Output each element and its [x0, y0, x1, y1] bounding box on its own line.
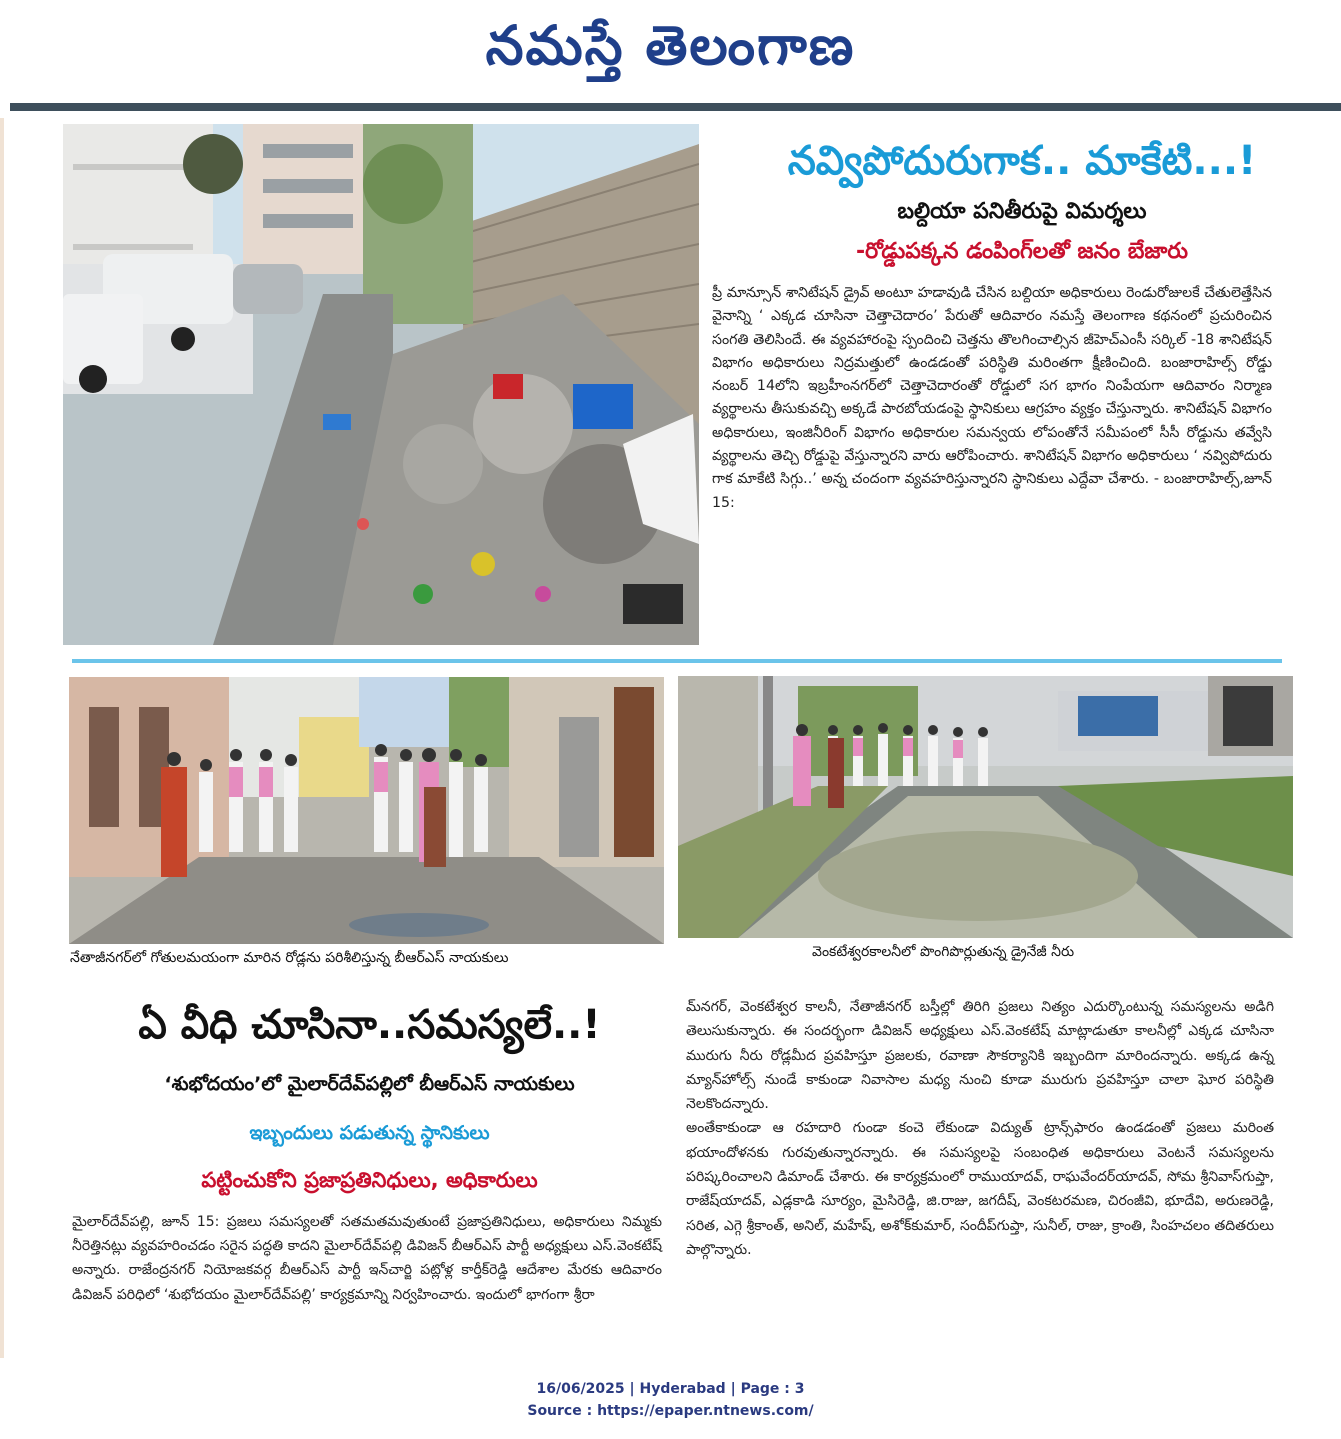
photo-drainage-overflow: [678, 676, 1293, 938]
masthead: [0, 0, 1341, 100]
story2-subhead-blue: ఇబ్బందులు పడుతున్న స్థానికులు: [249, 1122, 490, 1144]
story2-headline: ఏ వీధి చూసినా..సమస్యలే..!: [138, 1002, 601, 1048]
footer-date-line: 16/06/2025 | Hyderabad | Page : 3: [536, 1381, 805, 1397]
photo-garbage-road: [63, 124, 699, 645]
section-divider: [72, 659, 1282, 663]
story1-body: [712, 282, 1272, 515]
story1-subhead-red: -రోడ్డుపక్కన డంపింగ్‌లతో జనం బేజారు: [855, 239, 1189, 264]
masthead-rule: [10, 103, 1341, 111]
story2-body-right: [686, 995, 1274, 1262]
story2-body-right-p2: అంతేకాకుండా ఆ రహదారి గుండా కంచె లేకుండా విద్యుత్ ట్రాన్స్‌ఫారం ఉండడంతో ప్రజలు మరింత భయాందోళనకు గురవుతున్నారన్నారు. ఈ సమస్యలపై సంబంధిత అధికారులు వెంటనే సమస్యలను పరిష్కరించాలని డిమాండ్ చేశారు. ఈ కార్యక్రమంలో రాముయాదవ్, రాఘవేందర్‌యాదవ్, సోమ శ్రీనివాస్‌గుప్తా, రాజేష్‌యాదవ్, ఎడ్లకాడి సూర్యం, మైసిరెడ్డి, జి.రాజు, జగదీష్, వెంకటరమణ, చిరంజీవి, భూదేవి, అరుణరెడ్డి, సరిత, ఎగ్గె శ్రీకాంత్, అనిల్, మహేష్, అశోక్‌కుమార్, సందీప్‌గుప్తా, సునీల్, రాజు, క్రాంతి, సింహచలం తదితరులు పాల్గొన్నారు.: [686, 1120, 1274, 1258]
story1-header: [712, 130, 1332, 272]
story1-body-text: ప్రీ మాన్సూన్ శానిటేషన్ డ్రైవ్ అంటూ హడావుడి చేసిన బల్దియా అధికారులు రెండురోజులకే చేతులెత్తేసిన వైనాన్ని ‘ ఎక్కడ చూసినా చెత్తాచెదారం’ పేరుతో ఆదివారం నమస్తే తెలంగాణ కథనంలో ప్రచురించిన సంగతి తెలిసిందే. ఈ వ్యవహారంపై స్పందించి చెత్తను తొలగించాల్సిన జీహెచ్ఎంసీ సర్కిల్ -18 శానిటేషన్ విభాగం అధికారులు నిద్రమత్తులో ఉండడంతో పరిస్థితి మరింతగా క్షీణించింది. బంజారాహిల్స్ రోడ్డు నంబర్ 14లోని ఇబ్రహీంనగర్‌లో చెత్తాచెదారంతో రోడ్డులో సగ భాగం నింపేయగా ఆదివారం నిర్మాణ వ్యర్థాలను తీసుకువచ్చి అక్కడే పారబోయడంపై స్థానికులు ఆగ్రహం వ్యక్తం చేస్తున్నారు. శానిటేషన్ విభాగం అధికారులు, ఇంజినీరింగ్ విభాగం అధికారుల సమన్వయ లోపంతోనే సమీపంలో సీసీ రోడ్డును తవ్వేసి వ్యర్థాలను తెచ్చి రోడ్డుపై వేస్తున్నారని వారు ఆరోపించారు. శానిటేషన్ విభాగం అధికారులు ‘ నవ్విపోదురు గాక మాకేటి సిగ్గు..’ అన్న చందంగా వ్యవహరిస్తున్నారని స్థానికులు ఎద్దేవా చేశారు. - బంజారాహిల్స్,జూన్ 15:: [712, 285, 1272, 511]
story2-subhead-red: పట్టించుకోని ప్రజాప్రతినిధులు, అధికారులు: [201, 1168, 538, 1192]
story2-subhead: ‘శుభోదయం’లో మైలార్‌దేవ్‌పల్లిలో బీఆర్ఎస్ నాయకులు: [164, 1073, 575, 1095]
caption-left-photo: నేతాజీనగర్‌లో గోతులమయంగా మారిన రోడ్లను పరిశీలిస్తున్న బీఆర్ఎస్ నాయకులు: [70, 950, 509, 966]
story2-body-left: మైలార్‌దేవ్‌పల్లి, జూన్ 15: ప్రజలు సమస్యలతో సతమతమవుతుంటే ప్రజాప్రతినిధులు, అధికారులు నిమ్మకు నీరెత్తినట్లు వ్యవహరించడం సరైన పద్ధతి కాదని మైలార్‌దేవ్‌పల్లి డివిజన్ బీఆర్ఎస్ పార్టీ అధ్యక్షులు ఎస్.వెంకటేష్ అన్నారు. రాజేంద్రనగర్ నియోజకవర్గ బీఆర్ఎస్ పార్టీ ఇన్‌చార్జి పట్లోళ్ల కార్తీక్‌రెడ్డి ఆదేశాల మేరకు ఆదివారం డివిజన్ పరిధిలో ‘శుభోదయం మైలార్‌దేవ్‌పల్లి’ కార్యక్రమాన్ని నిర్వహించారు. ఇందులో భాగంగా శ్రీరా: [72, 1214, 662, 1303]
story1-headline: నవ్విపోదురుగాక.. మాకేటి...!: [787, 138, 1257, 184]
photo-leaders-inspecting: [69, 677, 664, 944]
story2-body-right-p1: మ్‌నగర్, వెంకటేశ్వర కాలనీ, నేతాజీనగర్ బస్తీల్లో తిరిగి ప్రజలు నిత్యం ఎదుర్కొంటున్న సమస్యలను అడిగి తెలుసుకున్నారు. ఈ సందర్భంగా డివిజన్ అధ్యక్షులు ఎస్.వెంకటేష్ మాట్లాడుతూ కాలనీల్లో ఎక్కడ చూసినా మురుగు నీరు రోడ్లమీద ప్రవహిస్తూ ప్రజలకు, రవాణా సౌకర్యానికి ఇబ్బందిగా మారిందన్నారు. అక్కడ ఉన్న మ్యాన్‌హోల్స్ నుండే కాకుండా నివాసాల మధ్య నుంచి కూడా మురుగు ప్రవహిస్తూ చాలా ఘోర పరిస్థితి నెలకొందన్నారు.: [686, 999, 1274, 1113]
page-footer: [0, 1378, 1341, 1422]
story1-subhead: బల్దియా పనితీరుపై విమర్శలు: [897, 199, 1147, 224]
footer-source-link[interactable]: Source : https://epaper.ntnews.com/: [527, 1403, 814, 1419]
caption-right-photo: వెంకటేశ్వరకాలనీలో పొంగిపొర్లుతున్న డ్రైనేజీ నీరు: [812, 944, 1075, 960]
page-edge: [0, 118, 4, 1358]
newspaper-logo: నమస్తే తెలంగాణ: [485, 14, 856, 77]
